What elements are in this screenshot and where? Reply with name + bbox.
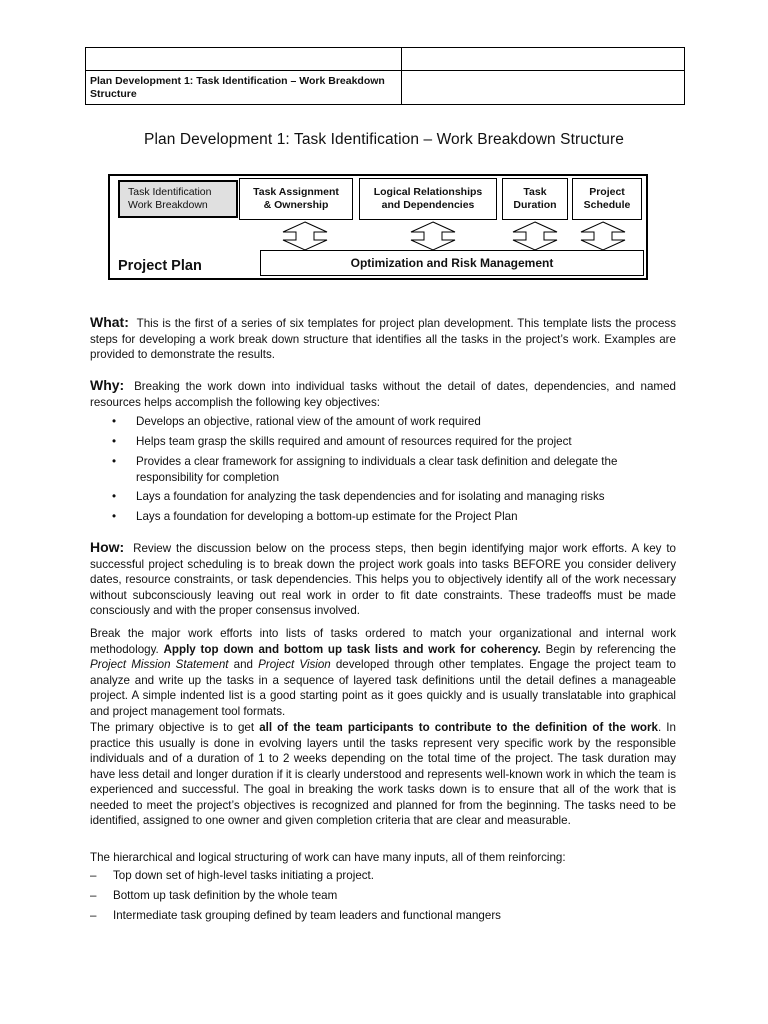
double-arrow-icon	[510, 221, 560, 251]
process-diagram	[108, 174, 648, 280]
bullet-text: Develops an objective, rational view of the amount of work required	[136, 415, 481, 428]
step-project-schedule	[572, 178, 642, 220]
text-run-bold: Apply top down and bottom up task lists and work for coherency.	[163, 642, 541, 656]
text-run: and	[228, 658, 259, 671]
how-paragraph-3	[90, 720, 676, 829]
text-run: Break the major work efforts into lists of tasks ordered to match your organizational and internal work methodology.	[90, 627, 676, 656]
text-run: developed through other templates. Engage the project team to analyze and write up the tasks in a sequence of layered task definitions until the detail defines a manageable project. A simple indented list is a good starting point as it goes quickly and is usually translatable into graphical and project management tool formats.	[90, 658, 676, 718]
bullet-text: Lays a foundation for analyzing the task dependencies and for isolating and managing risks	[136, 490, 605, 503]
how-paragraph-1: Review the discussion below on the process steps, then begin identifying major work efforts. A key to successful project scheduling is to break down the project work goals into tasks BEFORE you consider delivery dates, resource constraints, or task dependencies. This helps you to objectively identify all of the work necessary without subconsciously leaving out real work in order to fit date constraints. These tradeoffs must be made consciously and with the proper consensus involved.	[90, 542, 676, 617]
dash-text: Top down set of high-level tasks initiating a project.	[113, 869, 375, 882]
text-run: The primary objective is to get	[90, 721, 260, 734]
step-task-assignment	[239, 178, 353, 220]
step-line2: Duration	[513, 199, 557, 211]
why-text: Breaking the work down into individual tasks without the detail of dates, dependencies, and named resources helps accomplish the following key objectives:	[90, 380, 676, 409]
optimization-bar: Optimization and Risk Management	[260, 250, 644, 276]
header-cell-1	[86, 48, 402, 71]
step-line1: Task Identification	[128, 186, 212, 198]
what-label: What:	[90, 314, 129, 330]
how-paragraph-4: The hierarchical and logical structuring of work can have many inputs, all of them reinforcing:	[90, 851, 566, 864]
step-task-identification	[118, 180, 238, 218]
text-run-italic: Project Vision	[258, 658, 331, 671]
dash-icon: –	[90, 889, 97, 902]
text-run: Begin by referencing the	[540, 642, 676, 656]
header-doc-title: Plan Development 1: Task Identification – Work Breakdown Structure	[90, 75, 385, 100]
why-section	[90, 378, 676, 410]
how-label: How:	[90, 539, 125, 555]
page-title: Plan Development 1: Task Identification – Work Breakdown Structure	[144, 131, 624, 148]
dash-icon: –	[90, 909, 97, 922]
why-label: Why:	[90, 377, 125, 393]
text-run: . In practice this usually is done in evolving layers until the tasks represent very specific work by the responsible individuals and of a duration of 1 to 2 weeks depending on the total time of the project. The task duration may have less detail and longer duration if it is clearly understood and represents well-known work in which the team is experienced and successful. The goal in breaking the work tasks down is to ensure that all of the work that is needed to meet the project’s objectives is recognized and planned for from the beginning. The tasks need to be identified, assigned to one owner and given completion criteria that are clear and measurable.	[90, 721, 676, 827]
dash-text: Bottom up task definition by the whole team	[113, 889, 338, 902]
bullet-icon: •	[112, 490, 117, 503]
bullet-icon: •	[112, 510, 117, 523]
bullet-text: Provides a clear framework for assigning to individuals a clear task definition and delegate the responsibility for completion	[136, 455, 618, 484]
dash-text: Intermediate task grouping defined by team leaders and functional mangers	[113, 909, 501, 922]
step-logical-relationships	[359, 178, 497, 220]
step-line1: Task Assignment	[253, 186, 339, 198]
text-run-bold: all of the team participants to contribute to the definition of the work	[259, 721, 658, 734]
step-line2: & Ownership	[263, 199, 329, 211]
what-section	[90, 315, 676, 363]
project-plan-label: Project Plan	[118, 258, 202, 274]
step-task-duration	[502, 178, 568, 220]
header-cell-3	[86, 71, 402, 104]
bullet-icon: •	[112, 415, 117, 428]
step-line2: Schedule	[583, 199, 631, 211]
double-arrow-icon	[408, 221, 458, 251]
step-line1: Logical Relationships	[373, 186, 483, 198]
how-section	[90, 540, 676, 619]
text-run-italic: Project Mission Statement	[90, 658, 229, 671]
double-arrow-icon	[280, 221, 330, 251]
dash-icon: –	[90, 869, 97, 882]
bullet-text: Lays a foundation for developing a bottom-up estimate for the Project Plan	[136, 510, 518, 523]
double-arrow-icon	[578, 221, 628, 251]
step-line2: Work Breakdown	[128, 199, 208, 211]
what-text: This is the first of a series of six templates for project plan development. This template lists the process steps for developing a work break down structure that identifies all the tasks in the project’s work. Examples are provided to demonstrate the results.	[90, 317, 677, 361]
header-cell-2	[402, 48, 684, 71]
step-line2: and Dependencies	[381, 199, 475, 211]
step-line1: Project	[589, 186, 625, 198]
header-cell-4	[402, 71, 684, 104]
bullet-text: Helps team grasp the skills required and amount of resources required for the project	[136, 435, 572, 448]
bullet-icon: •	[112, 435, 117, 448]
how-paragraph-2	[90, 626, 676, 719]
bullet-icon: •	[112, 455, 117, 468]
step-line1: Task	[523, 186, 547, 198]
header-table	[85, 47, 685, 105]
